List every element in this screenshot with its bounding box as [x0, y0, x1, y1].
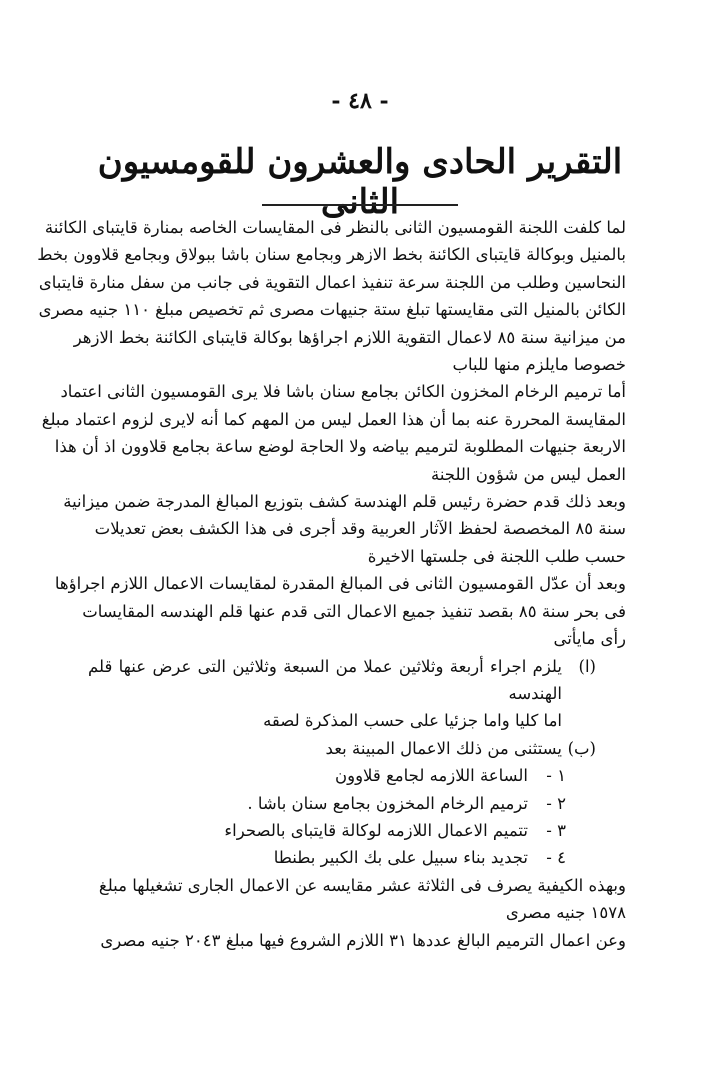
sub-item	[88, 762, 566, 789]
text-line: أما ترميم الرخام المخزون الكائن بجامع سنان باشا فلا يرى القومسيون الثانى اعتماد	[60, 382, 626, 402]
text-line: الكائن بالمنيل التى مقايستها تبلغ ستة جنيهات مصرى ثم تخصيص مبلغ ١١٠ جنيه مصرى	[38, 300, 626, 320]
sub-text: ترميم الرخام المخزون بجامع سنان باشا .	[247, 793, 528, 813]
exception-list	[88, 762, 626, 872]
text-line: وعن اعمال الترميم البالغ عددها ٣١ اللازم الشروع فيها مبلغ ٢٠٤٣ جنيه مصرى	[100, 930, 626, 950]
text-line: حسب طلب اللجنة فى جلستها الاخيرة	[367, 546, 626, 566]
text-line: سنة ٨٥ المخصصة لحفظ الآثار العربية وقد أجرى فى هذا الكشف بعض تعديلات	[94, 519, 626, 539]
sub-item	[88, 790, 566, 817]
sub-item	[88, 817, 566, 844]
text-line: من ميزانية سنة ٨٥ لاعمال التقوية اللازم اجراؤها بوكالة قايتباى الكائنة بخط الازهر	[73, 327, 626, 347]
text-line: وبهذه الكيفية يصرف فى الثلاثة عشر مقايسه عن الاعمال الجارى تشغيلها مبلغ	[98, 875, 626, 895]
text-line: يلزم اجراء أربعة وثلاثين عملا من السبعة وثلاثين التى عرض عنها قلم الهندسه	[88, 656, 562, 703]
paragraph-4	[54, 570, 626, 652]
title-rule	[262, 204, 458, 206]
list-marker: (ب)	[567, 738, 596, 758]
sub-marker: ١ -	[546, 766, 566, 786]
page-title: التقرير الحادى والعشرون للقومسيون الثانى	[97, 142, 623, 222]
paragraph-2	[41, 378, 626, 488]
sub-marker: ٤ -	[546, 848, 566, 868]
paragraph-1	[37, 214, 626, 378]
page-number: - ٤٨ -	[331, 88, 389, 114]
list-item-b	[88, 735, 596, 762]
paragraph-3	[63, 488, 626, 570]
sub-text: تجديد بناء سبيل على بك الكبير بطنطا	[273, 848, 528, 868]
list-marker: (ا)	[578, 656, 596, 676]
text-line: ١٥٧٨ جنيه مصرى	[505, 903, 626, 923]
text-line: رأى مايأتى	[553, 629, 626, 649]
text-line: وبعد أن عدّل القومسيون الثانى فى المبالغ المقدرة لمقايسات الاعمال اللازم اجراؤها	[54, 574, 626, 594]
document-body	[37, 214, 626, 954]
text-line: فى بحر سنة ٨٥ بقصد تنفيذ جميع الاعمال التى قدم عنها قلم الهندسه المقايسات	[82, 601, 626, 621]
text-line: وبعد ذلك قدم حضرة رئيس قلم الهندسة كشف بتوزيع المبالغ المدرجة ضمن ميزانية	[63, 492, 626, 512]
text-line: الاربعة جنيهات المطلوبة لترميم بياضه ولا الحاجة لوضع ساعة بجامع قلاوون اذ أن هذا	[54, 437, 626, 457]
sub-text: الساعة اللازمه لجامع قلاوون	[334, 766, 528, 786]
sub-marker: ٢ -	[546, 793, 566, 813]
list-item-a	[88, 653, 596, 735]
text-line: العمل ليس من شؤون اللجنة	[430, 464, 626, 484]
text-line: يستثنى من ذلك الاعمال المبينة بعد	[325, 738, 562, 758]
text-line: المقايسة المحررة عنه بما أن هذا العمل ليس من المهم كما أنه لايرى لزوم اعتماد مبلغ	[41, 409, 626, 429]
sub-item	[88, 844, 566, 871]
text-line: النحاسين وطلب من اللجنة سرعة تنفيذ اعمال التقوية فى جانب من سفل منارة قايتباى	[38, 272, 626, 292]
sub-marker: ٣ -	[546, 820, 566, 840]
closing-paragraph	[88, 872, 626, 954]
sub-text: تتميم الاعمال اللازمه لوكالة قايتباى بالصحراء	[224, 820, 528, 840]
text-line: خصوصا مايلزم منها للباب	[452, 355, 626, 375]
text-line: اما كليا واما جزئيا على حسب المذكرة لصقه	[263, 711, 562, 731]
resolution-list	[88, 653, 626, 763]
text-line: لما كلفت اللجنة القومسيون الثانى بالنظر فى المقايسات الخاصه بمنارة قايتباى الكائنة	[44, 218, 626, 237]
text-line: بالمنيل وبوكالة قايتباى الكائنة بخط الازهر وبجامع سنان باشا ببولاق وبجامع قلاوون بخط	[37, 245, 626, 265]
